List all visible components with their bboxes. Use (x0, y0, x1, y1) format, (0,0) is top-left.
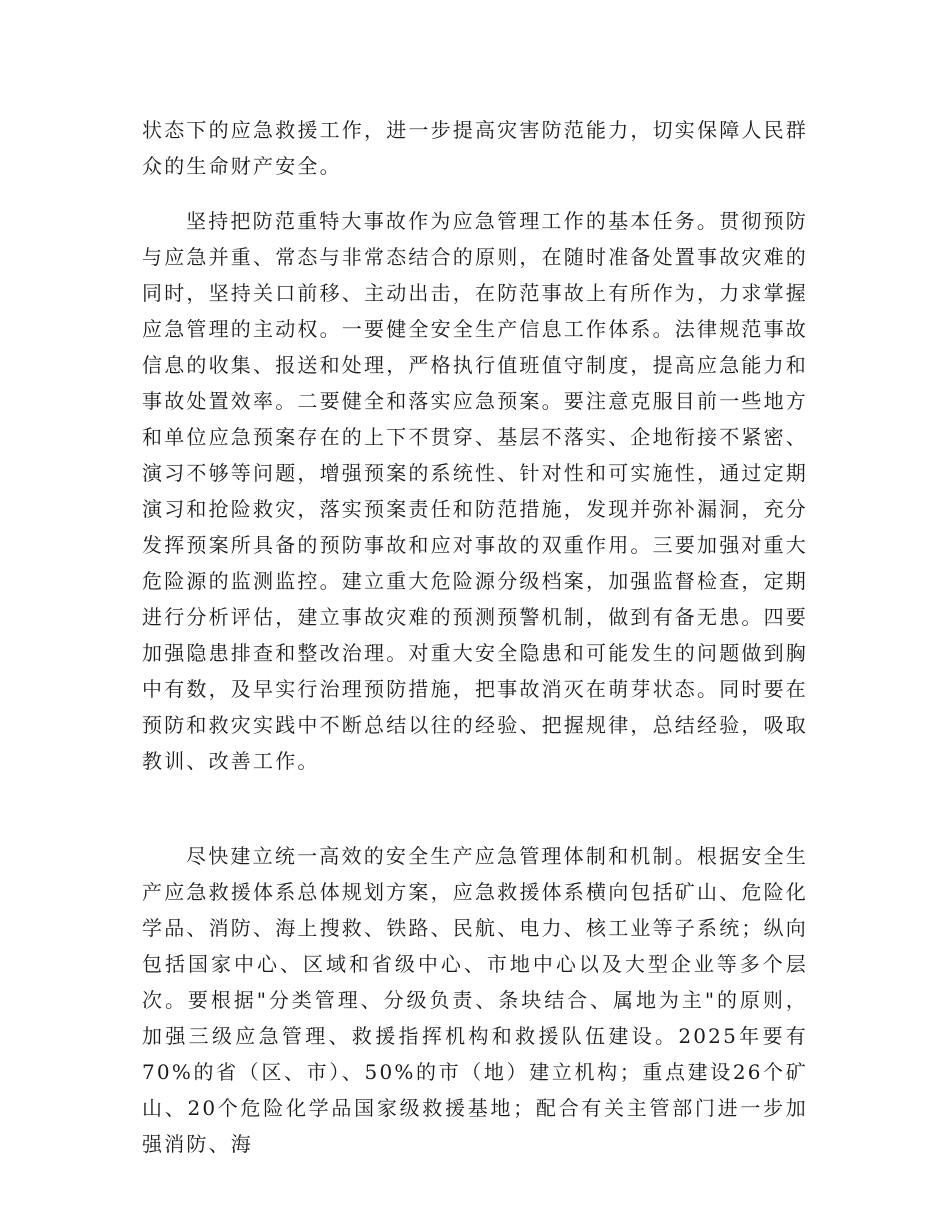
paragraph-emergency-system: 尽快建立统一高效的安全生产应急管理体制和机制。根据安全生产应急救援体系总体规划方案，应急救援体系横向包括矿山、危险化学品、消防、海上搜救、铁路、民航、电力、核工业等子系统；纵向包括国家中心、区域和省级中心、市地中心以及大型企业等多个层次。要根据"分类管理、分级负责、条块结合、属地为主"的原则，加强三级应急管理、救援指挥机构和救援队伍建设。2025年要有70%的省（区、市）、50%的市（地）建立机构；重点建设26个矿山、20个危险化学品国家级救援基地；配合有关主管部门进一步加强消防、海 (142, 844, 808, 1156)
paragraph-continuation: 状态下的应急救援工作，进一步提高灾害防范能力，切实保障人民群众的生命财产安全。 (142, 118, 808, 178)
paragraph-accident-prevention: 坚持把防范重特大事故作为应急管理工作的基本任务。贯彻预防与应急并重、常态与非常态结合的原则，在随时准备处置事故灾难的同时，坚持关口前移、主动出击，在防范事故上有所作为，力求掌握应急管理的主动权。一要健全安全生产信息工作体系。法律规范事故信息的收集、报送和处理，严格执行值班值守制度，提高应急能力和事故处置效率。二要健全和落实应急预案。要注意克服目前一些地方和单位应急预案存在的上下不贯穿、基层不落实、企地衔接不紧密、演习不够等问题，增强预案的系统性、针对性和可实施性，通过定期演习和抢险救灾，落实预案责任和防范措施，发现并弥补漏洞，充分发挥预案所具备的预防事故和应对事故的双重作用。三要加强对重大危险源的监测监控。建立重大危险源分级档案，加强监督检查，定期进行分析评估，建立事故灾难的预测预警机制，做到有备无患。四要加强隐患排查和整改治理。对重大安全隐患和可能发生的问题做到胸中有数，及早实行治理预防措施，把事故消灭在萌芽状态。同时要在预防和救灾实践中不断总结以往的经验、把握规律，总结经验，吸取教训、改善工作。 (142, 209, 808, 773)
